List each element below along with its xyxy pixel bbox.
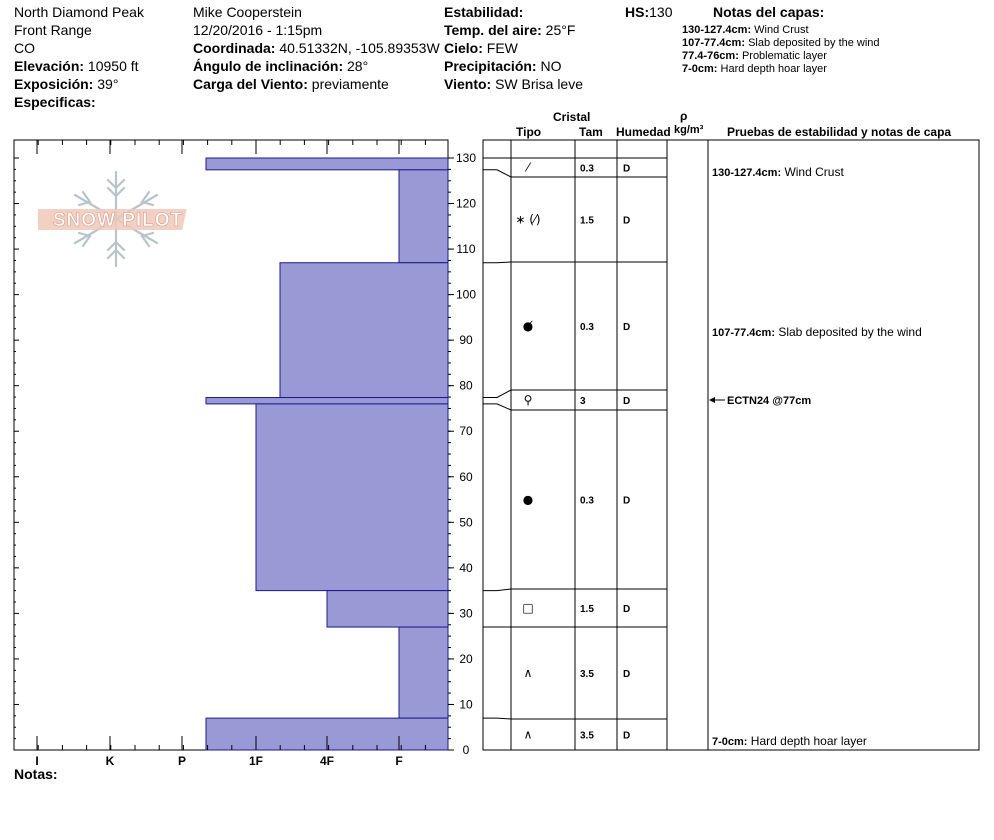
moisture-header: Humedad [616,125,671,139]
depth-tick-label: 110 [456,242,476,257]
layer-note-text: Problematic layer [741,50,827,62]
depth-connector [483,390,511,398]
sky-cover-label: Cielo: [444,40,483,56]
crystal-type-symbol: ⁄ [526,160,530,175]
crystal-moisture: D [623,396,631,407]
test-arrow-head [709,397,715,403]
crystal-size: 1.5 [580,604,594,615]
depth-connector [483,262,511,263]
density-unit: kg/m³ [674,124,704,136]
layer-annotation-range: 7-0cm: [712,736,748,748]
air-temperature-value: 25°F [545,22,576,38]
hardness-tick-label: 4F [319,754,335,768]
depth-tick-label: 80 [459,378,473,393]
layer-note-range: 130-127.4cm: [682,24,752,36]
crystal-type-symbol: ∗ (⁄) [515,212,541,227]
hardness-layer-bar [399,170,448,263]
elevation-value: 10950 ft [87,58,139,74]
layer-note-range: 77.4-76cm: [682,50,739,62]
hardness-layer-bar [256,404,448,591]
layer-note-text: Hard depth hoar layer [720,63,827,75]
layer-annotation-text: Hard depth hoar layer [747,734,867,748]
crystal-moisture: D [623,215,631,227]
layer-annotation-text: Slab deposited by the wind [775,325,922,339]
crystal-size: 0.3 [580,322,594,333]
hardness-layer-bar [206,158,448,170]
depth-tick-label: 10 [459,697,473,712]
aspect-value: 39° [97,76,119,92]
layer-annotation [712,734,867,748]
stability-label: Estabilidad: [444,4,524,20]
depth-tick-label: 40 [459,560,473,575]
layer-note-range: 107-77.4cm: [682,37,745,49]
depth-tick-label: 60 [459,469,473,484]
crystal-size: 0.3 [580,495,594,507]
crystal-moisture: D [623,322,631,333]
notes-label: Notas: [14,766,58,782]
crystal-moisture: D [623,669,631,680]
depth-tick-label: 90 [459,333,473,348]
elevation-label: Elevación: [14,58,85,74]
wind-label: Viento: [444,76,492,92]
layer-annotation-range: 107-77.4cm: [712,327,775,339]
crystal-moisture: D [623,604,631,615]
depth-tick-label: 20 [459,651,473,666]
depth-tick-label: 30 [459,606,473,621]
wind-loading-label: Carga del Viento: [193,76,308,92]
precipitation-value: NO [540,58,562,74]
mountain-range: Front Range [14,22,92,38]
crystal-type-symbol: ●̸ [522,319,534,333]
hardness-layer-bar [280,263,448,398]
wind-loading-value: previamente [311,76,389,92]
crystal-size: 3.5 [580,669,594,680]
state: CO [14,40,35,56]
observer-name: Mike Cooperstein [193,4,302,20]
observation-datetime: 12/20/2016 - 1:15pm [193,22,323,38]
type-header: Tipo [516,125,542,139]
hardness-tick-label: 1F [248,754,264,768]
crystal-type-symbol: ∧ [523,666,533,680]
stability-test-label: ECTN24 @77cm [727,395,812,407]
layer-note-text: Slab deposited by the wind [748,37,880,49]
layer-annotation-range: 130-127.4cm: [712,167,782,179]
layer-note-text: Wind Crust [754,24,809,36]
depth-connector [483,589,511,591]
wind-value: SW Brisa leve [495,76,584,92]
hardness-layer-bar [399,627,448,718]
depth-tick-label: 70 [459,424,473,439]
hardness-tick-label: F [395,754,403,768]
crystal-size: 1.5 [580,215,594,227]
crystal-type-symbol: ● [522,492,534,507]
layer-annotation [712,325,922,339]
depth-axis [448,151,476,757]
coordinates-label: Coordinada: [193,40,276,56]
crystal-size: 0.3 [580,163,594,175]
depth-connector [483,404,511,410]
sky-cover-value: FEW [486,40,518,56]
crystal-size: 3 [580,396,586,407]
layer-notes-title: Notas del capas: [713,4,825,20]
hardness-tick-label: I [35,754,39,768]
density-symbol: ρ [680,109,688,123]
depth-tick-label: 50 [459,515,473,530]
tests-header: Pruebas de estabilidad y notas de capa [727,125,952,139]
coordinates-value: 40.51332N, -105.89353W [279,40,440,56]
crystal-moisture: D [623,163,631,175]
depth-tick-label: 130 [455,151,477,165]
crystal-table-frame [483,140,979,750]
aspect-label: Exposición: [14,76,94,92]
crystal-moisture: D [623,730,631,742]
depth-tick-label: 100 [455,287,477,302]
layer-annotations [709,165,922,748]
hardness-layers [206,158,448,750]
depth-tick-label: 0 [462,743,470,757]
air-temperature-label: Temp. del aire: [444,22,542,38]
crystal-type-symbol: ∧ [523,727,533,742]
hardness-tick-label: P [177,754,187,768]
location-name: North Diamond Peak [14,4,144,20]
precipitation-label: Precipitación: [444,58,537,74]
crystal-header: Cristal [553,110,591,124]
layer-note-range: 7-0cm: [682,63,718,75]
layer-annotation [712,165,844,179]
hardness-layer-bar [327,591,448,627]
snowpilot-logo-text: SNOW PILOT [52,210,184,231]
crystal-moisture: D [623,495,631,507]
layer-annotation-text: Wind Crust [781,165,844,179]
depth-tick-label: 120 [455,196,477,211]
snow-height-label: HS: [625,4,650,20]
crystal-type-symbol: □ [522,601,534,615]
hardness-layer-bar [206,398,448,404]
depth-connector [483,718,511,719]
specifics-label: Especificas: [14,94,96,110]
hardness-tick-label: K [105,754,115,768]
slope-angle-label: Ángulo de inclinación: [193,58,344,74]
crystal-type-symbol: ⚲ [523,393,533,407]
crystal-size: 3.5 [580,730,594,742]
depth-connector [483,170,511,177]
snow-height-value: 130 [649,4,673,20]
size-header: Tam [579,125,603,139]
slope-angle-value: 28° [347,58,369,74]
